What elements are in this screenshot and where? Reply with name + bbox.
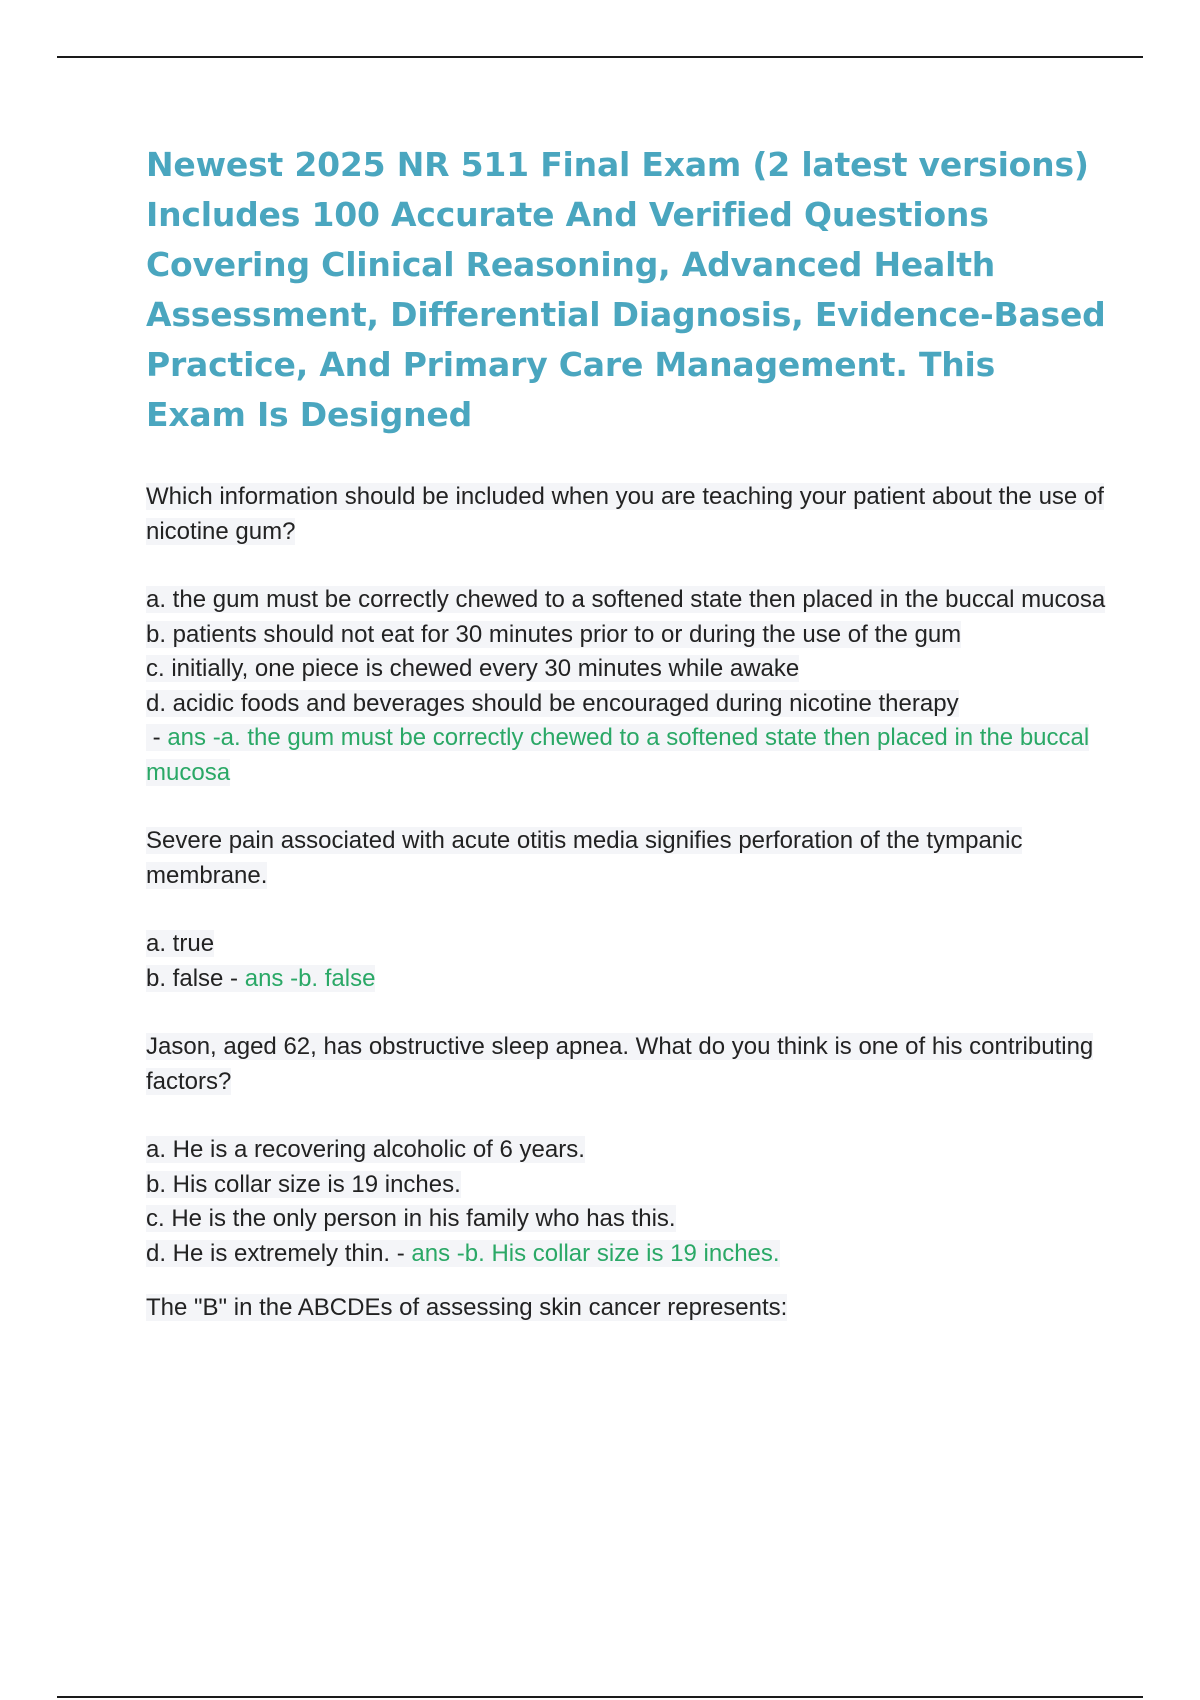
answer-option: a. He is a recovering alcoholic of 6 years.: [146, 1136, 585, 1163]
answer-option: c. initially, one piece is chewed every 30 minutes while awake: [146, 655, 800, 682]
correct-answer: - ans -a. the gum must be correctly chewed to a softened state then placed in the buccal mucosa: [146, 724, 1090, 786]
answer-option: a. true: [146, 930, 215, 957]
question-list: [146, 480, 1106, 1326]
document-body: [146, 140, 1106, 1326]
correct-answer: ans -b. His collar size is 19 inches.: [411, 1239, 780, 1267]
correct-answer: ans -b. false: [244, 964, 376, 992]
document-title: Newest 2025 NR 511 Final Exam (2 latest versions) Includes 100 Accurate And Verified Questions Covering Clinical Reasoning, Advanced Health Assessment, Differential Diagnosis, Evidence-Based Practice, And Primary Care Management. This Exam Is Designed: [146, 145, 1106, 434]
answer-option: b. His collar size is 19 inches.: [146, 1170, 461, 1198]
answer-option: c. He is the only person in his family who has this.: [146, 1205, 676, 1232]
question-stem: Jason, aged 62, has obstructive sleep apnea. What do you think is one of his contributing factors?: [146, 1033, 1094, 1095]
question-2: [146, 824, 1106, 996]
answer-option: d. acidic foods and beverages should be encouraged during nicotine therapy: [146, 689, 959, 717]
question-1: [146, 480, 1106, 790]
answer-option: b. patients should not eat for 30 minutes prior to or during the use of the gum: [146, 620, 962, 648]
question-stem: The "B" in the ABCDEs of assessing skin cancer represents:: [146, 1294, 788, 1321]
question-stem: Severe pain associated with acute otitis media signifies perforation of the tympanic membrane.: [146, 827, 1023, 889]
answer-option: a. the gum must be correctly chewed to a softened state then placed in the buccal mucosa: [146, 586, 1106, 613]
question-stem: Which information should be included when you are teaching your patient about the use of nicotine gum?: [146, 483, 1104, 545]
question-4: [146, 1291, 1106, 1326]
answer-option: b. false - ans -b. false: [146, 964, 376, 992]
top-rule: [57, 56, 1143, 58]
bottom-rule: [57, 1696, 1143, 1698]
answer-option: d. He is extremely thin. - ans -b. His collar size is 19 inches.: [146, 1239, 780, 1267]
question-3: [146, 1030, 1106, 1271]
